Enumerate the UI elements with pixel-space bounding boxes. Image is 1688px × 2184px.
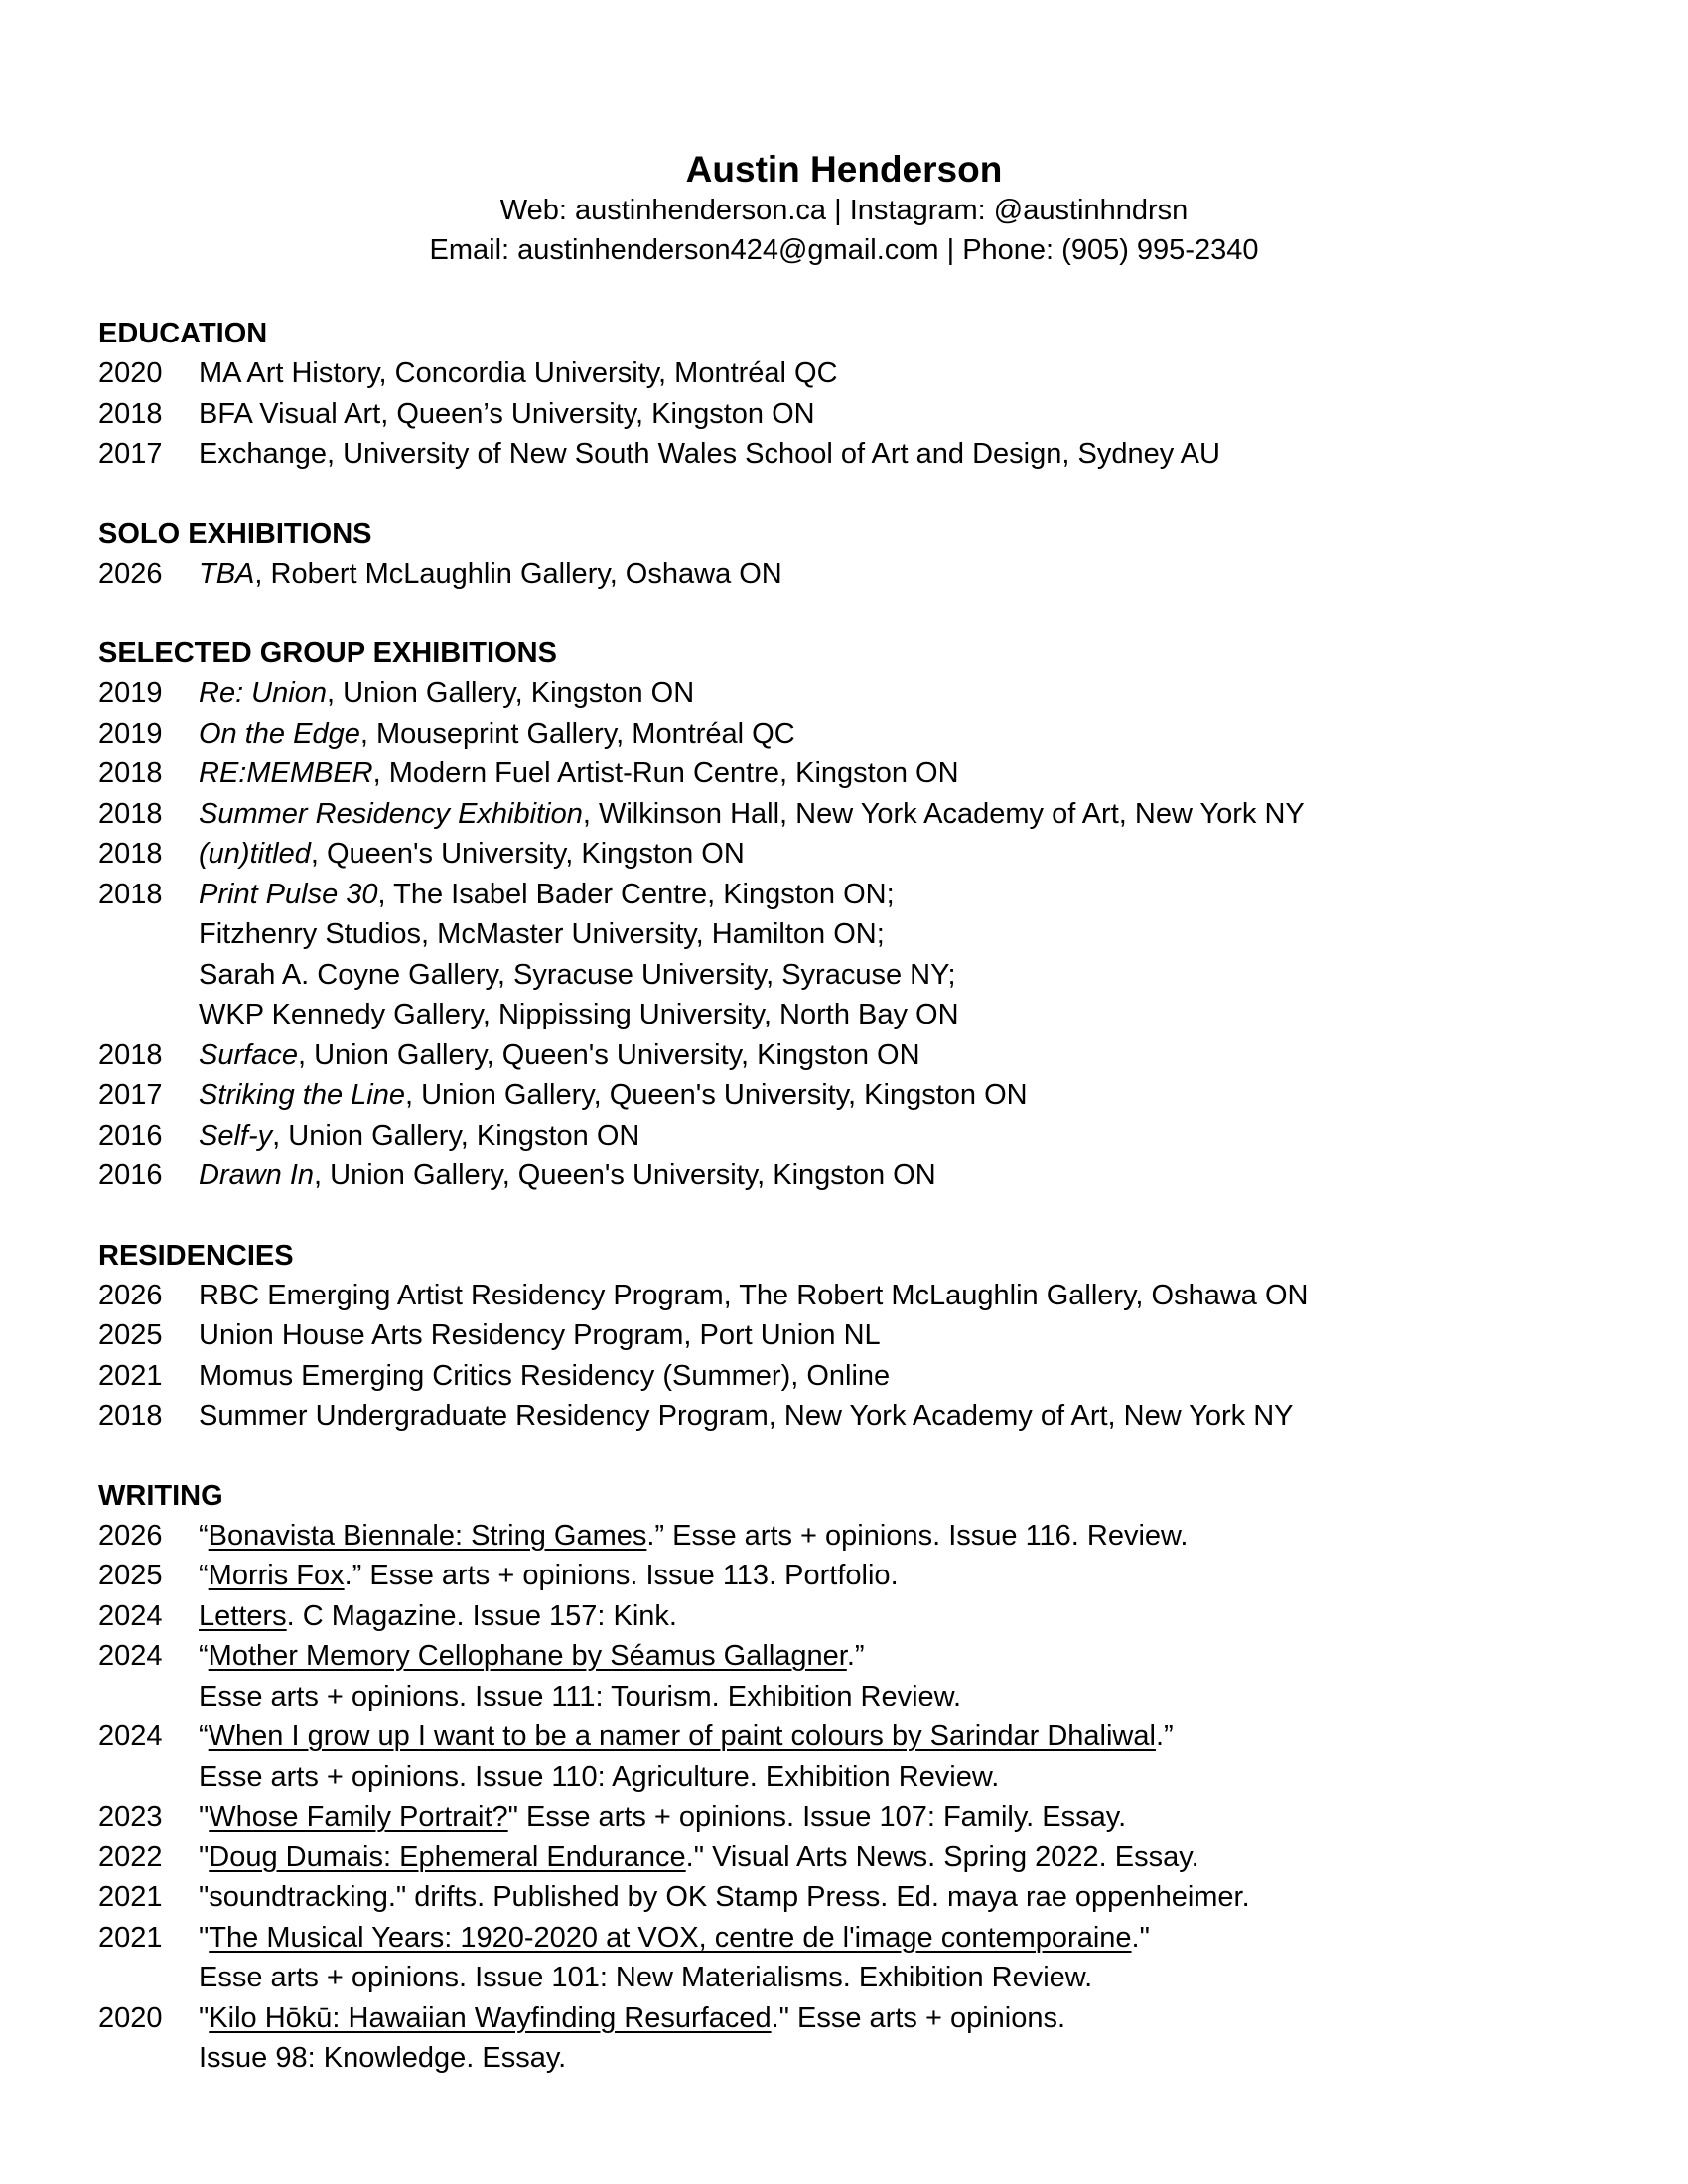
entry-year: 2018 [98,1038,163,1071]
quote-close: .” [846,1640,865,1672]
education-entry [98,434,1609,475]
quote-close: ." [1131,1921,1150,1954]
entry-text [199,1797,1609,1838]
entry-year: 2019 [98,677,163,709]
residencies-section [98,1236,1609,1436]
publication-info: Esse arts + opinions. Issue 111: Tourism. Exhibition Review. [199,1680,962,1712]
article-link[interactable]: Doug Dumais: Ephemeral Endurance [209,1841,686,1873]
entry-text [199,1035,1609,1076]
exhibition-title: On the Edge [199,717,360,750]
entry-year: 2018 [98,397,163,430]
entry-year: 2020 [98,2001,163,2034]
writing-entry [98,1636,1609,1716]
education-heading: EDUCATION [98,318,268,349]
quote-close: .” [1155,1720,1174,1752]
article-link[interactable]: Kilo Hōkū: Hawaiian Wayfinding Resurfaced [209,2001,772,2034]
publication-info: Issue 98: Knowledge. Essay. [199,2042,567,2074]
entry-year: 2020 [98,357,163,389]
entry-text: Exchange, University of New South Wales School of Art and Design, Sydney AU [199,438,1220,470]
entry-line [199,875,1609,915]
entry-year: 2016 [98,1119,163,1152]
article-link[interactable]: When I grow up I want to be a namer of paint colours by Sarindar Dhaliwal [208,1720,1156,1752]
exhibition-title: Drawn In [199,1160,315,1191]
writing-entry [98,1918,1609,1998]
entry-year: 2017 [98,438,163,470]
exhibition-title: Re: Union [199,677,327,709]
writing-entry [98,1877,1609,1918]
publication-info: Esse arts + opinions. Issue 101: New Materialisms. Exhibition Review. [199,1962,1093,1993]
entry-text [199,1156,1609,1196]
entry-text [199,1116,1609,1157]
group-exhibition-entry [98,794,1609,835]
exhibition-title: RE:MEMBER [199,757,373,789]
entry-year: 2018 [98,1400,163,1432]
article-link[interactable]: Mother Memory Cellophane by Séamus Gallagner [208,1640,847,1672]
publication-info: .” Esse arts + opinions. Issue 116. Review. [646,1519,1189,1552]
entry-year: 2021 [98,1881,163,1913]
entry-line [199,1716,1609,1757]
quote-open: “ [199,1560,209,1591]
group-exhibition-entry [98,1035,1609,1076]
entry-text: Union House Arts Residency Program, Port Union NL [199,1319,881,1351]
entry-year: 2019 [98,717,163,750]
entry-text [199,753,1609,794]
exhibition-venue: , Wilkinson Hall, New York Academy of Art, New York NY [582,797,1305,830]
exhibition-title: Print Pulse 30 [199,878,378,910]
entry-year: 2023 [98,1801,163,1833]
entry-text: BFA Visual Art, Queen’s University, Kingston ON [199,397,815,430]
entry-year: 2018 [98,878,163,910]
writing-heading: WRITING [98,1479,223,1512]
entry-text [199,1636,1609,1716]
entry-text: Momus Emerging Critics Residency (Summer), Online [199,1359,891,1392]
quote-open: " [199,1841,210,1873]
exhibition-venue: , Modern Fuel Artist-Run Centre, Kingston ON [372,757,959,789]
entry-text [199,794,1609,835]
entry-year: 2024 [98,1640,163,1672]
entry-text [199,714,1609,754]
entry-text [199,1075,1609,1116]
solo-exhibition-entry [98,554,1609,595]
artist-name: Austin Henderson [685,149,1003,190]
entry-line [199,1918,1609,1959]
writing-entry [98,1998,1609,2079]
residency-entry [98,1276,1609,1316]
entry-line [199,1636,1609,1677]
entry-text [199,1998,1609,2079]
residency-entry [98,1396,1609,1436]
entry-text [199,1918,1609,1998]
exhibition-title: (un)titled [199,838,311,870]
group-exhibition-entry [98,834,1609,875]
quote-open: " [199,1921,210,1954]
exhibition-venue: , Robert McLaughlin Gallery, Oshawa ON [254,557,782,590]
writing-entry [98,1838,1609,1878]
entry-year: 2018 [98,757,163,789]
group-exhibition-entry [98,714,1609,754]
writing-entry [98,1556,1609,1596]
publication-info: ." Esse arts + opinions. [771,2001,1066,2034]
exhibition-title: Self-y [199,1119,273,1152]
article-link[interactable]: Letters [199,1599,287,1632]
quote-open: " [199,2001,210,2034]
entry-year: 2021 [98,1359,163,1392]
entry-text [199,1596,1609,1637]
writing-entry [98,1516,1609,1557]
writing-entry [98,1797,1609,1838]
article-link[interactable]: Whose Family Portrait? [209,1801,508,1833]
exhibition-venue: , Union Gallery, Kingston ON [272,1119,640,1152]
publication-info: " Esse arts + opinions. Issue 107: Family. Essay. [507,1801,1127,1833]
entry-text [199,1716,1609,1797]
group-exhibition-entry [98,673,1609,714]
entry-year: 2024 [98,1599,163,1632]
exhibition-venue-line: WKP Kennedy Gallery, Nippissing University, North Bay ON [199,999,959,1030]
entry-text [199,673,1609,714]
exhibition-title: Surface [199,1038,298,1071]
entry-year: 2021 [98,1921,163,1954]
writing-entry [98,1716,1609,1797]
writing-entry [98,1596,1609,1637]
writing-section [98,1476,1609,2079]
exhibition-venue: , Mouseprint Gallery, Montréal QC [359,717,795,750]
entry-year: 2026 [98,557,163,590]
entry-year: 2022 [98,1841,163,1873]
entry-year: 2026 [98,1519,163,1552]
entry-line [199,1998,1609,2039]
entry-text [199,1838,1609,1878]
quote-open: “ [199,1519,209,1552]
group-exhibition-entry [98,753,1609,794]
group-exhibition-entry [98,1075,1609,1116]
entry-year: 2018 [98,838,163,870]
education-entry [98,394,1609,435]
article-link[interactable]: The Musical Years: 1920-2020 at VOX, centre de l'image contemporaine [209,1921,1132,1954]
group-exhibition-entry [98,1156,1609,1196]
entry-text: MA Art History, Concordia University, Montréal QC [199,357,838,389]
entry-text [199,1516,1609,1557]
entry-text: Summer Undergraduate Residency Program, New York Academy of Art, New York NY [199,1400,1294,1432]
entry-text [199,1556,1609,1596]
exhibition-venue: , Union Gallery, Kingston ON [326,677,695,709]
exhibition-title: Striking the Line [199,1079,405,1111]
contact-info [98,191,1590,270]
entry-text: RBC Emerging Artist Residency Program, The Robert McLaughlin Gallery, Oshawa ON [199,1279,1309,1311]
education-section [98,314,1609,475]
entry-text [199,554,1609,595]
publication-info: Esse arts + opinions. Issue 110: Agriculture. Exhibition Review. [199,1760,1000,1793]
entry-year: 2016 [98,1160,163,1191]
group-exhibitions-heading: SELECTED GROUP EXHIBITIONS [98,637,557,669]
entry-year: 2026 [98,1279,163,1311]
entry-year: 2025 [98,1319,163,1351]
contact-email-phone: Email: austinhenderson424@gmail.com | Phone: (905) 995-2340 [429,234,1259,266]
group-exhibitions-section [98,633,1609,1196]
quote-open: “ [199,1720,209,1752]
entry-year: 2017 [98,1079,163,1111]
education-entry [98,353,1609,394]
entry-text [199,875,1609,1035]
solo-exhibitions-section [98,514,1609,595]
cv-header [98,149,1590,270]
entry-year: 2025 [98,1560,163,1591]
exhibition-venue: , Union Gallery, Queen's University, Kingston ON [314,1160,936,1191]
exhibition-venue-line: Sarah A. Coyne Gallery, Syracuse University, Syracuse NY; [199,958,956,991]
exhibition-title: TBA [199,557,255,590]
contact-web-instagram: Web: austinhenderson.ca | Instagram: @austinhndrsn [499,195,1189,226]
solo-exhibitions-heading: SOLO EXHIBITIONS [98,517,372,550]
group-exhibition-entry [98,1116,1609,1157]
exhibition-venue-line: Fitzhenry Studios, McMaster University, Hamilton ON; [199,918,885,950]
article-link[interactable]: Bonavista Biennale: String Games [208,1519,647,1552]
group-exhibition-entry [98,875,1609,1035]
exhibition-venue: , Union Gallery, Queen's University, Kingston ON [297,1038,920,1071]
residencies-heading: RESIDENCIES [98,1239,294,1272]
entry-text: "soundtracking." drifts. Published by OK Stamp Press. Ed. maya rae oppenheimer. [199,1881,1250,1913]
exhibition-title: Summer Residency Exhibition [199,797,583,830]
exhibition-venue: , The Isabel Bader Centre, Kingston ON; [377,878,895,910]
publication-info: . C Magazine. Issue 157: Kink. [286,1599,677,1632]
entry-year: 2024 [98,1720,163,1752]
publication-info: .” Esse arts + opinions. Issue 113. Portfolio. [344,1560,899,1591]
entry-year: 2018 [98,797,163,830]
article-link[interactable]: Morris Fox [208,1560,345,1591]
publication-info: ." Visual Arts News. Spring 2022. Essay. [685,1841,1199,1873]
residency-entry [98,1356,1609,1397]
exhibition-venue: , Union Gallery, Queen's University, Kingston ON [404,1079,1028,1111]
residency-entry [98,1315,1609,1356]
exhibition-venue: , Queen's University, Kingston ON [310,838,745,870]
quote-open: “ [199,1640,209,1672]
entry-text [199,834,1609,875]
quote-open: " [199,1801,210,1833]
